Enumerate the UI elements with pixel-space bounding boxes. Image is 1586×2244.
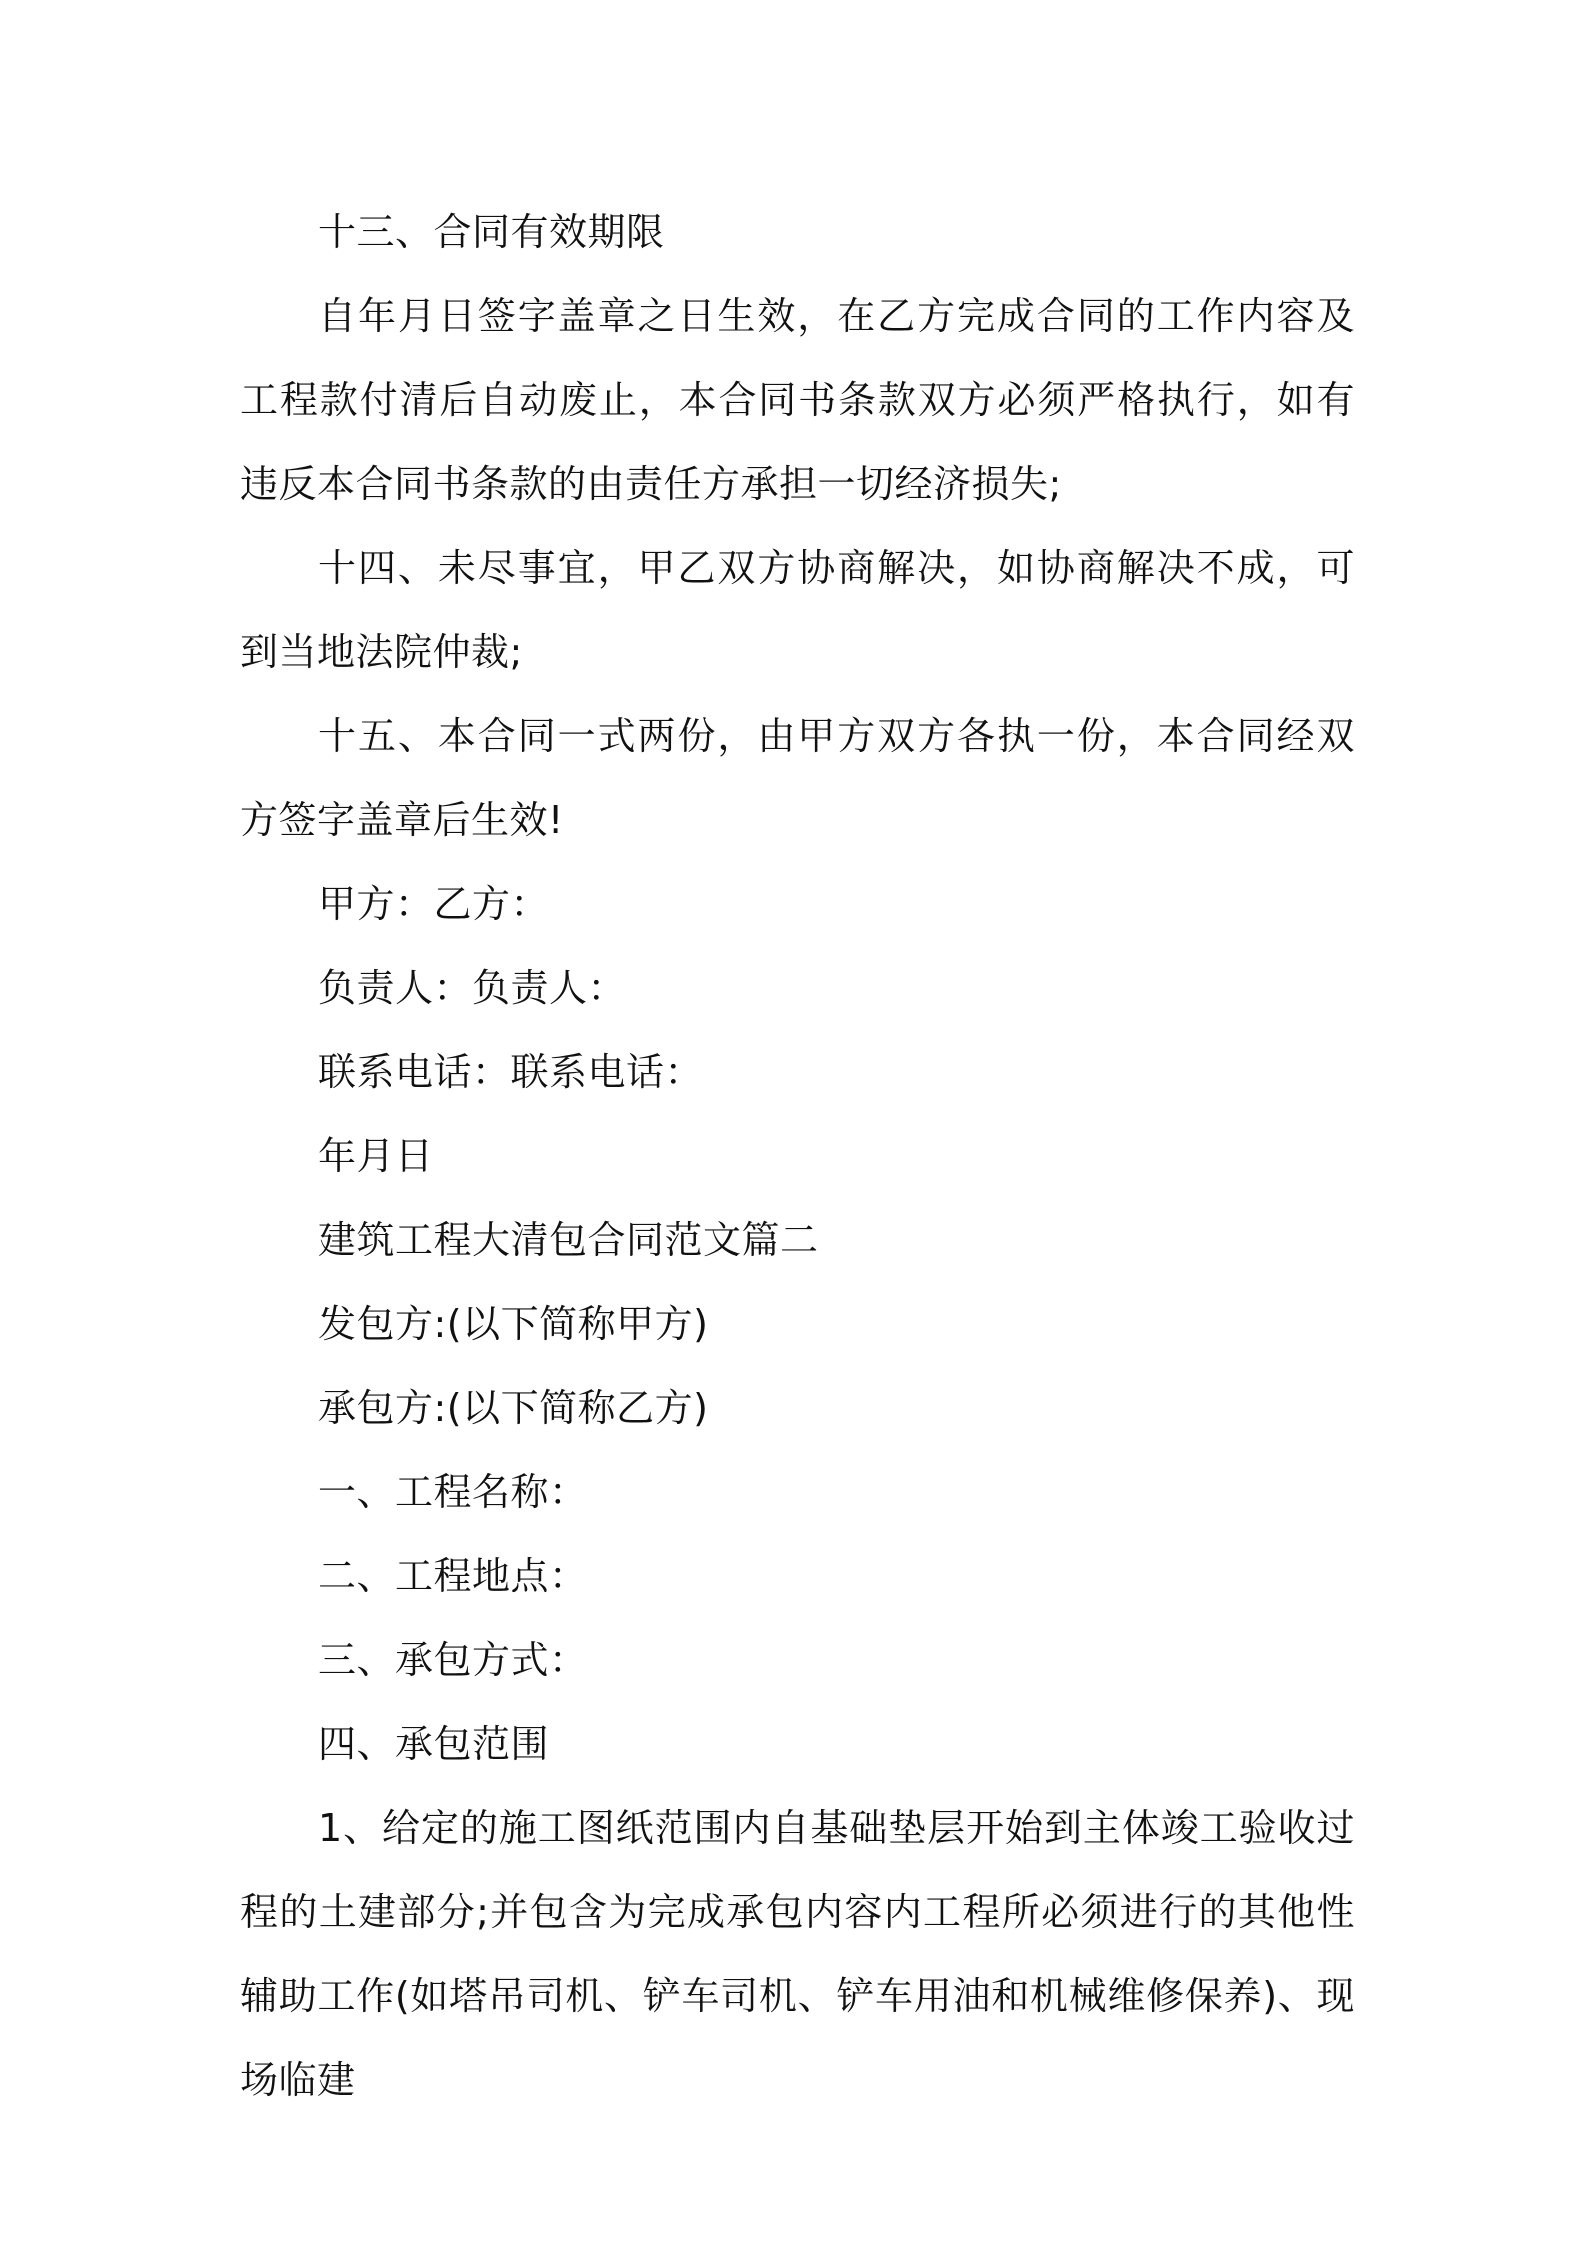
- signing-date: 年月日: [318, 1134, 434, 1178]
- section-13-heading: 十三、合同有效期限: [318, 210, 665, 254]
- line: 的土建部分;并包含为完成承包内容内工程所必须进行的其他性辅助: [240, 1890, 1355, 2018]
- contract-scope-heading: 四、承包范围: [318, 1722, 550, 1766]
- scope-item-1: [240, 1786, 1355, 2122]
- document-body: [240, 190, 1355, 2122]
- employer-line: 发包方:(以下简称甲方): [318, 1302, 709, 1346]
- line: 十四、未尽事宜，甲乙双方协商解决，如协商解决不成，可到当: [240, 546, 1355, 674]
- contract-method-item: 三、承包方式：: [318, 1638, 588, 1682]
- responsible-persons: 负责人：负责人：: [318, 966, 627, 1010]
- line: 工作(如塔吊司机、铲车司机、铲车用油和机械维修保养)、现场临建: [240, 1974, 1355, 2102]
- project-location-item: 二、工程地点：: [318, 1554, 588, 1598]
- contact-phones: 联系电话：联系电话：: [318, 1050, 704, 1094]
- line: 款付清后自动废止，本合同书条款双方必须严格执行，如有违反本合: [240, 378, 1355, 506]
- contract-title: 建筑工程大清包合同范文篇二: [318, 1218, 819, 1262]
- line: 地法院仲裁;: [317, 630, 523, 674]
- line: 1、给定的施工图纸范围内自基础垫层开始到主体竣工验收过程: [240, 1806, 1355, 1934]
- line: 同书条款的由责任方承担一切经济损失;: [394, 462, 1062, 506]
- project-name-item: 一、工程名称：: [318, 1470, 588, 1514]
- section-14: [240, 526, 1355, 694]
- section-13-body: [240, 274, 1355, 526]
- line: 字盖章后生效!: [317, 798, 564, 842]
- contractor-line: 承包方:(以下简称乙方): [318, 1386, 709, 1430]
- party-names: 甲方：乙方：: [318, 882, 550, 926]
- line: 自年月日签字盖章之日生效，在乙方完成合同的工作内容及工程: [240, 294, 1355, 422]
- section-15: [240, 694, 1355, 862]
- line: 十五、本合同一式两份，由甲方双方各执一份，本合同经双方签: [240, 714, 1355, 842]
